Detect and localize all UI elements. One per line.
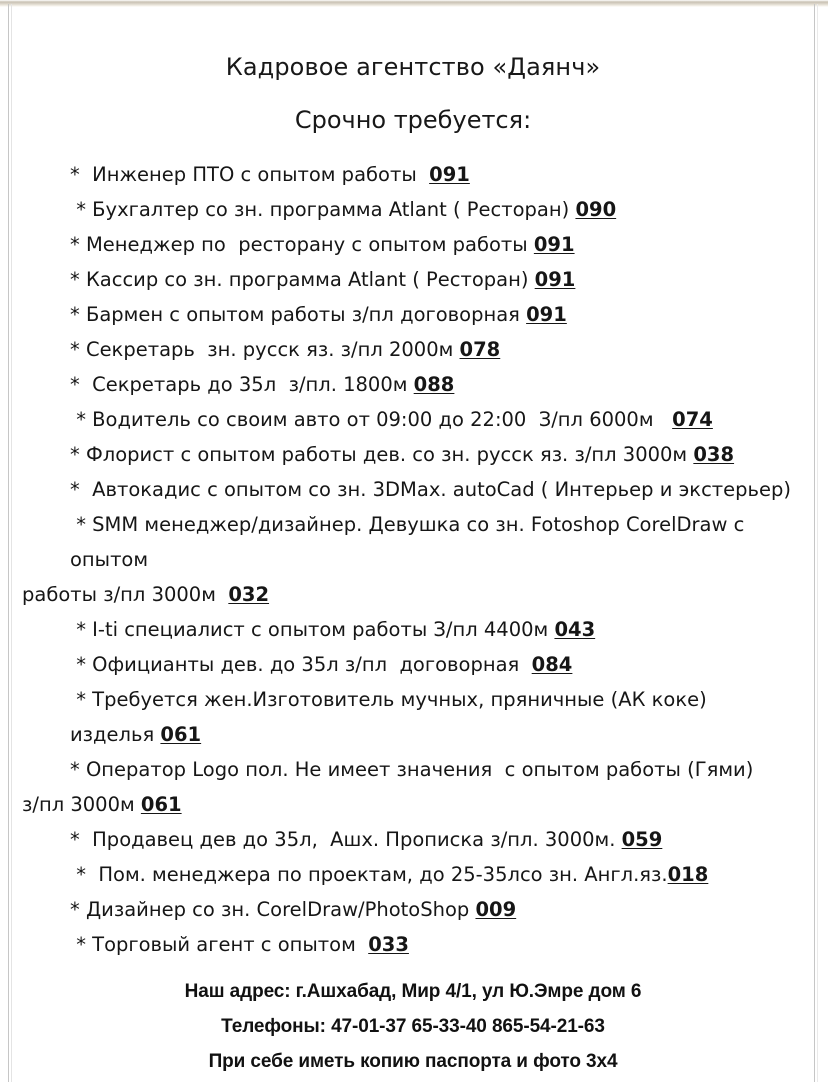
job-listing-text: * Автокадис с опытом со зн. 3DMax. autoCad ( Интерьер и экстерьер): [70, 478, 792, 501]
job-listing-line: [70, 402, 796, 437]
job-listing-line: [70, 612, 796, 647]
scan-left-edge-line: [8, 4, 9, 1082]
job-listing-line: [70, 437, 796, 472]
job-listing-text: * Секретарь зн. русск яз. з/пл 2000м: [70, 338, 460, 361]
job-listing-text: * Дизайнер со зн. CorelDraw/PhotoShop: [70, 898, 476, 921]
job-listing-text: * Пом. менеджера по проектам, до 25-35лсо зн. Англ.яз.: [70, 863, 668, 886]
job-listing-line: [70, 262, 796, 297]
job-listing-line: [70, 647, 796, 682]
job-listing-text: * SMM менеджер/дизайнер. Девушка со зн. Fotoshop CorelDraw с опытом: [70, 513, 751, 571]
job-listing-code: 091: [533, 233, 575, 256]
job-listing-line: [70, 297, 796, 332]
document-body: [12, 0, 814, 1082]
job-listing-text: * Водитель со своим авто от 09:00 до 22:00 З/пл 6000м: [70, 408, 673, 431]
job-listing-code: 090: [575, 198, 617, 221]
job-listing-text: * Требуется жен.Изготовитель мучных, пряничные (АК коке) изделья: [70, 688, 713, 746]
job-listings: [12, 157, 814, 962]
job-listing-code: 091: [429, 163, 470, 186]
job-listing-line: [70, 682, 796, 752]
job-listing-text: * Секретарь до 35л з/пл. 1800м: [70, 373, 414, 396]
vacancies-heading: Срочно требуется:: [294, 106, 532, 134]
job-listing-text: * Оператор Logo пол. Не имеет значения с опытом работы (Гями): [70, 758, 754, 781]
job-listing-line: [70, 927, 796, 962]
scan-right-edge-line: [814, 4, 815, 1082]
job-listing-line: [70, 192, 796, 227]
job-listing-line: [70, 157, 796, 192]
job-listing-text: * Официанты дев. до 35л з/пл договорная: [70, 653, 532, 676]
job-listing-code: 038: [693, 443, 735, 466]
job-listing-text: * Торговый агент с опытом: [70, 933, 369, 956]
job-listing-text: * Инженер ПТО с опытом работы: [70, 163, 430, 186]
job-listing-code: 018: [667, 863, 709, 886]
job-listing-code: 074: [672, 408, 713, 431]
job-listing-code: 084: [531, 653, 573, 676]
job-listing-code: 078: [459, 338, 501, 361]
footer-phones: Телефоны: 47-01-37 65-33-40 865-54-21-63: [221, 1016, 605, 1037]
job-listing-text: * Бармен с опытом работы з/пл договорная: [70, 303, 527, 326]
job-listing-text: * Бухгалтер со зн. программа Atlant ( Ресторан): [70, 198, 576, 221]
job-listing-line: [70, 892, 796, 927]
job-listing-line: [70, 822, 796, 857]
job-listing-text: * Кассир со зн. программа Atlant ( Ресторан): [70, 268, 535, 291]
job-listing-code: 032: [228, 583, 270, 606]
job-listing-code: 059: [621, 828, 663, 851]
job-listing-text: работы з/пл 3000м: [22, 583, 229, 606]
job-listing-line: [70, 227, 796, 262]
job-listing-line: [22, 577, 796, 612]
footer-requirements-note: При себе иметь копию паспорта и фото 3х4: [208, 1051, 618, 1072]
job-listing-code: 061: [160, 723, 202, 746]
job-listing-line: [70, 752, 796, 787]
job-listing-line: [22, 787, 796, 822]
job-listing-line: [70, 472, 796, 507]
job-listing-code: 091: [534, 268, 576, 291]
job-listing-text: * Флорист с опытом работы дев. со зн. русск яз. з/пл 3000м: [70, 443, 694, 466]
job-listing-code: 043: [554, 618, 596, 641]
job-listing-code: 088: [413, 373, 455, 396]
job-listing-text: з/пл 3000м: [22, 793, 141, 816]
job-listing-code: 009: [475, 898, 517, 921]
job-listing-line: [70, 507, 796, 577]
contact-footer: [12, 974, 814, 1079]
job-listing-text: * Менеджер по ресторану с опытом работы: [70, 233, 534, 256]
job-listing-code: 091: [526, 303, 567, 326]
job-listing-line: [70, 857, 796, 892]
job-listing-code: 061: [140, 793, 182, 816]
footer-address: Наш адрес: г.Ашхабад, Мир 4/1, ул Ю.Эмре дом 6: [184, 981, 642, 1002]
job-listing-line: [70, 332, 796, 367]
agency-title: Кадровое агентство «Даянч»: [225, 53, 601, 81]
job-listing-text: * Продавец дев до 35л, Ашх. Прописка з/пл. 3000м.: [70, 828, 622, 851]
job-listing-text: * I-ti специалист с опытом работы З/пл 4400м: [70, 618, 555, 641]
job-listing-line: [70, 367, 796, 402]
job-listing-code: 033: [368, 933, 409, 956]
scan-right-edge-line-secondary: [817, 4, 818, 1082]
